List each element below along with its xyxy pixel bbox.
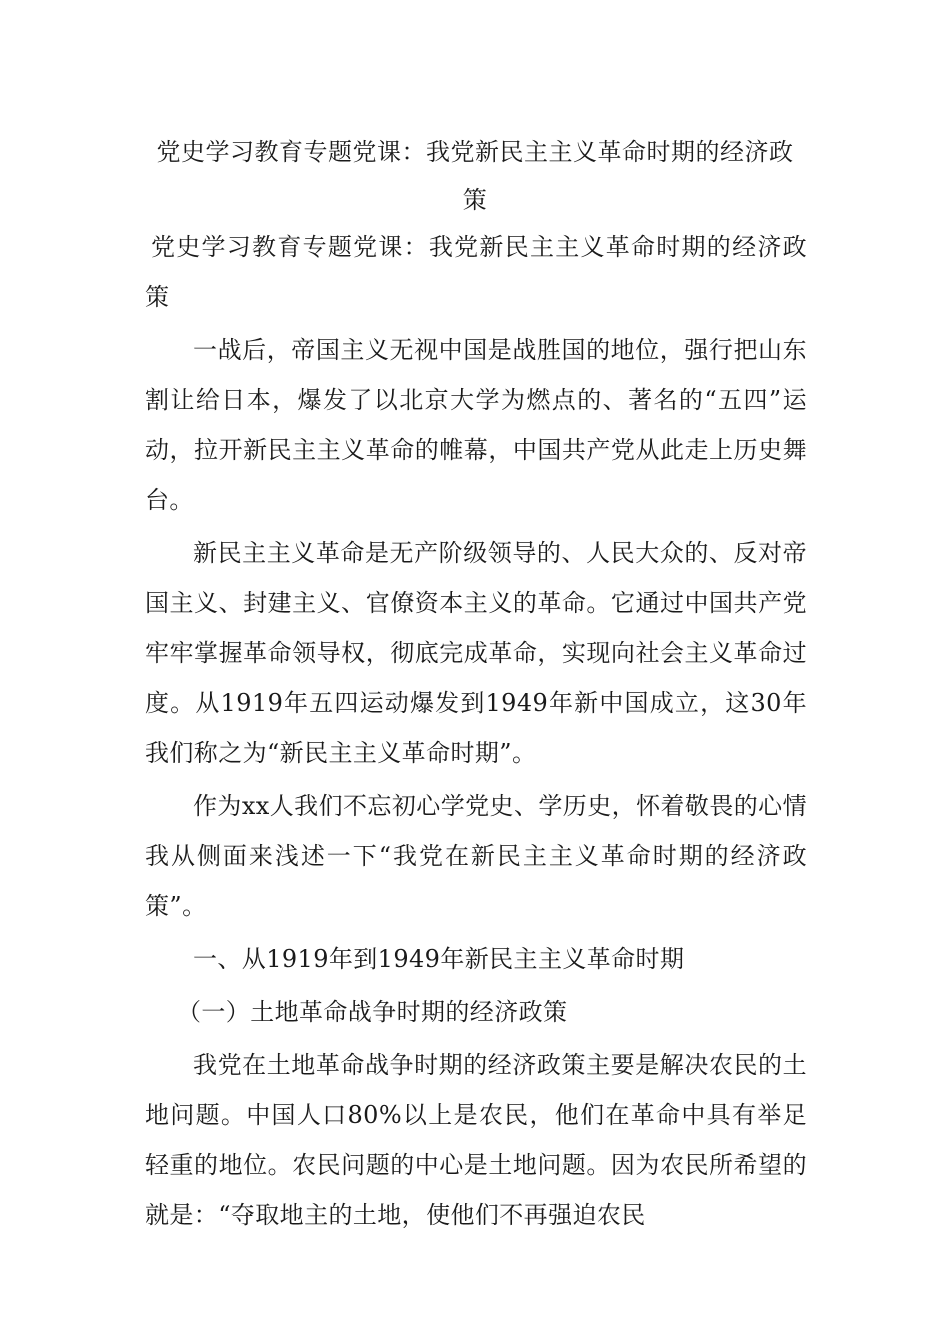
subsection-heading: （一）土地革命战争时期的经济政策 xyxy=(177,998,568,1026)
section-heading: 一、从1919年到1949年新民主主义革命时期 xyxy=(193,945,685,973)
paragraph-revolution-definition: 新民主主义革命是无产阶级领导的、人民大众的、反对帝国主义、封建主义、官僚资本主义的革命。它通过中国共产党牢牢掌握革命领导权，彻底完成革命，实现向社会主义革命过度。从1919年五四运动爆发到1949年新中国成立，这30年我们称之为“新民主主义革命时期”。 xyxy=(145,539,807,767)
paragraph-intro: 一战后，帝国主义无视中国是战胜国的地位，强行把山东割让给日本，爆发了以北京大学为燃点的、著名的“五四”运动，拉开新民主主义革命的帷幕，中国共产党从此走上历史舞台。 xyxy=(145,336,807,514)
document-subtitle: 党史学习教育专题党课：我党新民主主义革命时期的经济政策 xyxy=(145,233,807,311)
document-body xyxy=(145,222,807,1243)
paragraph-land-policy: 我党在土地革命战争时期的经济政策主要是解决农民的土地问题。中国人口80%以上是农民，他们在革命中具有举足轻重的地位。农民问题的中心是土地问题。因为农民所希望的就是：“夺取地主的土地，使他们不再强迫农民 xyxy=(145,1051,807,1229)
paragraph-purpose: 作为xx人我们不忘初心学党史、学历史，怀着敬畏的心情我从侧面来浅述一下“我党在新民主主义革命时期的经济政策”。 xyxy=(145,792,807,920)
document-title: 党史学习教育专题党课：我党新民主主义革命时期的经济政策 xyxy=(156,138,794,214)
